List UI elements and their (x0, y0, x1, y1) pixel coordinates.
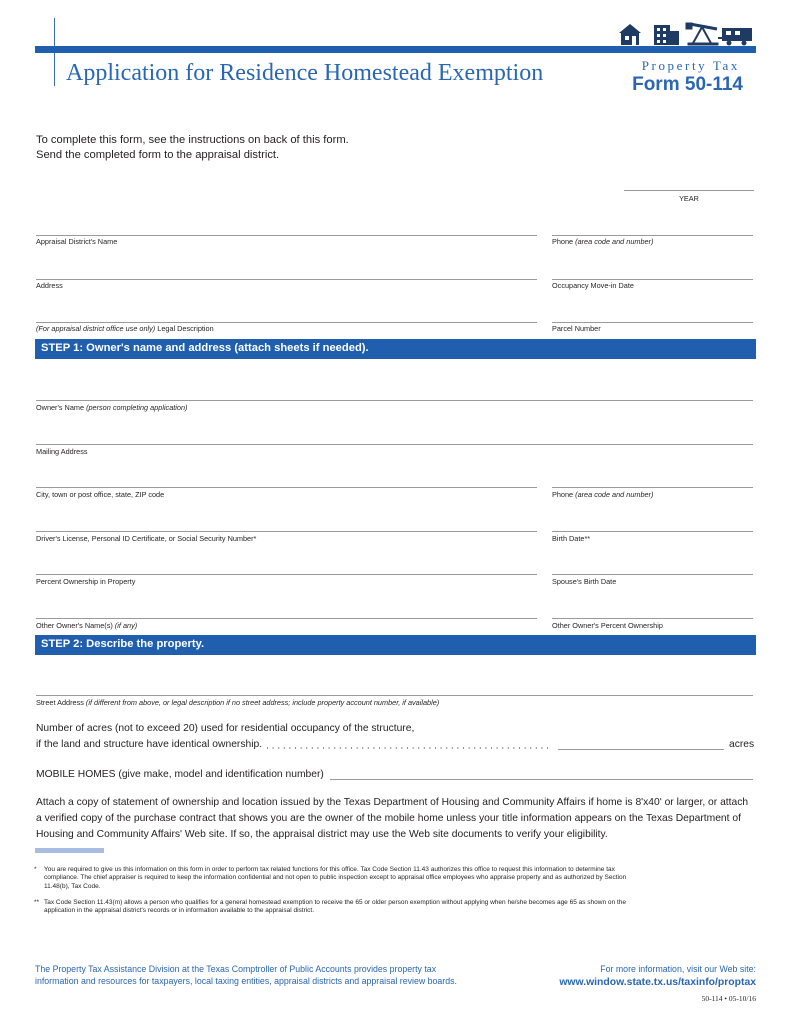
legal-description-label: (For appraisal district office use only) Legal Description (36, 324, 214, 333)
percent-ownership-field[interactable] (36, 574, 537, 575)
parcel-number-field[interactable] (552, 322, 753, 323)
move-in-date-label: Occupancy Move-in Date (552, 281, 634, 290)
owner-name-field[interactable] (36, 400, 753, 401)
acres-text-line1: Number of acres (not to exceed 20) used for residential occupancy of the structure, (36, 723, 415, 734)
footer-website-label: For more information, visit our Web site: (600, 964, 756, 974)
form-number: Form 50-114 (632, 74, 743, 95)
move-in-date-field[interactable] (552, 279, 753, 280)
district-name-label: Appraisal District's Name (36, 237, 118, 246)
other-owners-label: Other Owner's Name(s) (if any) (36, 621, 138, 630)
birth-date-label: Birth Date** (552, 534, 591, 543)
city-state-zip-field[interactable] (36, 487, 537, 488)
spouse-birth-date-field[interactable] (552, 574, 753, 575)
license-id-field[interactable] (36, 531, 537, 532)
owner-phone-label: Phone (area code and number) (552, 490, 654, 499)
mailing-address-field[interactable] (36, 444, 753, 445)
street-address-field[interactable] (36, 695, 753, 696)
property-icons (616, 18, 756, 46)
form-category: Property Tax (641, 58, 740, 73)
step1-header (35, 339, 756, 359)
district-address-label: Address (36, 281, 63, 290)
mobile-homes-field[interactable] (330, 779, 753, 780)
mailing-address-label: Mailing Address (36, 447, 88, 456)
footer-description: The Property Tax Assistance Division at the Texas Comptroller of Public Accounts provides property tax information and resources for taxpayers, local taxing entities, appraisal districts and appraisal review boards. (35, 964, 457, 986)
house-icon (619, 24, 641, 45)
section-divider (35, 848, 104, 853)
other-owner-percent-field[interactable] (552, 618, 753, 619)
intro-line: To complete this form, see the instructions on back of this form. (36, 134, 349, 146)
legal-description-field[interactable] (36, 322, 537, 323)
mobile-home-icon (718, 28, 752, 46)
spouse-birth-date-label: Spouse's Birth Date (552, 577, 617, 586)
other-owner-percent-label: Other Owner's Percent Ownership (552, 621, 663, 630)
owner-phone-field[interactable] (552, 487, 753, 488)
owner-name-label: Owner's Name (person completing application) (36, 403, 188, 412)
year-label: YEAR (679, 194, 699, 203)
birth-date-field[interactable] (552, 531, 753, 532)
mobile-homes-label: MOBILE HOMES (give make, model and identification number) (36, 769, 324, 780)
acres-unit: acres (729, 739, 755, 750)
intro-instructions (36, 133, 349, 162)
acres-field[interactable] (558, 749, 724, 750)
district-phone-label: Phone (area code and number) (552, 237, 654, 246)
building-icon (654, 25, 679, 45)
footnote-marker: ** (34, 899, 40, 906)
street-address-label: Street Address (if different from above, or legal description if no street address; include property account number, if available) (36, 698, 440, 707)
footer-website (520, 963, 756, 989)
form-revision-code: 50-114 • 05-10/16 (701, 994, 756, 1003)
attach-instructions: Attach a copy of statement of ownership and location issued by the Texas Department of Housing and Community Affairs if home is 8'x40' or larger, or attach a verified copy of the purchase contract that shows you are the owner of the mobile home unless your title information appears on the Texas Department of Housing and Community Affairs' Web site. If so, the appraisal district may use the Web site documents to verify your eligibility. (36, 797, 749, 840)
footnote-1: You are required to give us this information on this form in order to perform tax related functions for this office. Tax Code Section 11.43 authorizes this office to request this information to determine tax compliance. The chief appraiser is required to keep the information confidential and not open to public inspection except to appraisal office employees who appraise property and as authorized by Section 11.48(b), Tax Code. (44, 866, 627, 890)
oil-pump-icon (686, 23, 718, 45)
form-title: Application for Residence Homestead Exemption (66, 60, 544, 86)
other-owners-field[interactable] (36, 618, 537, 619)
step1-heading: STEP 1: Owner's name and address (attach sheets if needed). (41, 342, 369, 354)
percent-ownership-label: Percent Ownership in Property (36, 577, 136, 586)
header-bar (35, 46, 756, 53)
step2-heading: STEP 2: Describe the property. (41, 638, 205, 650)
step2-header (35, 635, 756, 655)
license-id-label: Driver's License, Personal ID Certificate, or Social Security Number* (36, 534, 257, 543)
footnote-marker: * (34, 866, 37, 873)
district-address-field[interactable] (36, 279, 537, 280)
year-field[interactable] (624, 190, 754, 191)
intro-line: Send the completed form to the appraisal district. (36, 148, 280, 161)
parcel-number-label: Parcel Number (552, 324, 601, 333)
footer-website-link[interactable]: www.window.state.tx.us/taxinfo/proptax (559, 977, 756, 988)
district-phone-field[interactable] (552, 235, 753, 236)
city-state-zip-label: City, town or post office, state, ZIP code (36, 490, 165, 499)
acres-text-line2: if the land and structure have identical ownership. (36, 739, 263, 750)
district-name-field[interactable] (36, 235, 537, 236)
footnote-2: Tax Code Section 11.43(m) allows a person who qualifies for a general homestead exemption to receive the 65 or older person exemption without applying when he/she becomes age 65 as shown on the application in the appraisal district's records or in information available to the appraisal district. (44, 899, 626, 915)
